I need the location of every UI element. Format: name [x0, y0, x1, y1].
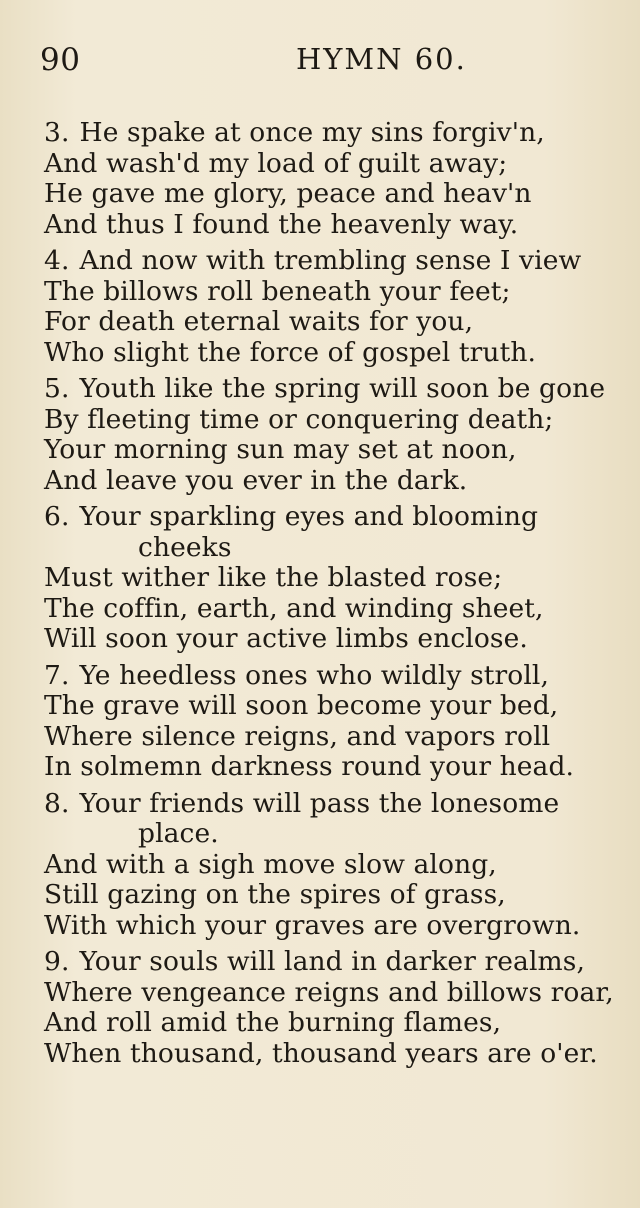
verse-line: Will soon your active limbs enclose.	[44, 623, 528, 654]
stanza-number: 5.	[44, 373, 70, 404]
stanza-8	[44, 789, 634, 942]
verse-line: 4. And now with trembling sense I view	[44, 245, 582, 276]
verse-line: And roll amid the burning flames,	[44, 1007, 502, 1038]
stanza-number: 6.	[44, 501, 70, 532]
verse-line: When thousand, thousand years are o'er.	[44, 1037, 598, 1069]
hymn-text	[44, 118, 634, 1075]
verse-line: Still gazing on the spires of grass,	[44, 879, 506, 910]
stanza-9	[44, 947, 634, 1069]
verse-line: 3. He spake at once my sins forgiv'n,	[44, 117, 545, 148]
verse-line: With which your graves are overgrown.	[44, 909, 581, 941]
page-header	[40, 42, 620, 86]
verse-line: And wash'd my load of guilt away;	[44, 147, 508, 179]
verse-line: 7. Ye heedless ones who wildly stroll,	[44, 659, 550, 691]
verse-line: The coffin, earth, and winding sheet,	[44, 592, 544, 624]
verse-line: Must wither like the blasted rose;	[44, 562, 503, 593]
verse-line: Where silence reigns, and vapors roll	[44, 720, 551, 752]
verse-line: 9. Your souls will land in darker realms,	[44, 946, 585, 977]
verse-line: The billows roll beneath your feet;	[44, 275, 511, 307]
verse-line: By fleeting time or conquering death;	[44, 403, 554, 435]
verse-line: He gave me glory, peace and heav'n	[44, 178, 532, 209]
stanza-number: 8.	[44, 787, 70, 819]
stanza-number: 9.	[44, 946, 70, 977]
verse-line: Your morning sun may set at noon,	[44, 434, 517, 465]
verse-line: And leave you ever in the dark.	[44, 464, 468, 496]
stanza-number: 3.	[44, 117, 70, 148]
verse-line: 5. Youth like the spring will soon be gone	[44, 373, 606, 404]
stanza-5	[44, 374, 634, 496]
verse-line: Where vengeance reigns and billows roar,	[44, 976, 614, 1008]
verse-line-continuation: cheeks	[138, 531, 232, 563]
hymn-title: HYMN 60.	[296, 42, 467, 76]
stanza-7	[44, 661, 634, 783]
stanza-number: 4.	[44, 245, 70, 276]
verse-line: 8. Your friends will pass the lonesome	[44, 787, 560, 819]
verse-line: And with a sigh move slow along,	[44, 848, 497, 880]
verse-line: In solmemn darkness round your head.	[44, 751, 575, 782]
stanza-3	[44, 118, 634, 240]
stanza-number: 7.	[44, 659, 70, 691]
page-number: 90	[40, 42, 81, 78]
stanza-4	[44, 246, 634, 368]
verse-line-continuation: place.	[138, 818, 219, 849]
verse-line: The grave will soon become your bed,	[44, 690, 559, 721]
stanza-6	[44, 502, 634, 655]
verse-line: 6. Your sparkling eyes and blooming	[44, 501, 539, 532]
verse-line: For death eternal waits for you,	[44, 306, 474, 337]
verse-line: And thus I found the heavenly way.	[44, 208, 519, 240]
verse-line: Who slight the force of gospel truth.	[44, 336, 537, 368]
